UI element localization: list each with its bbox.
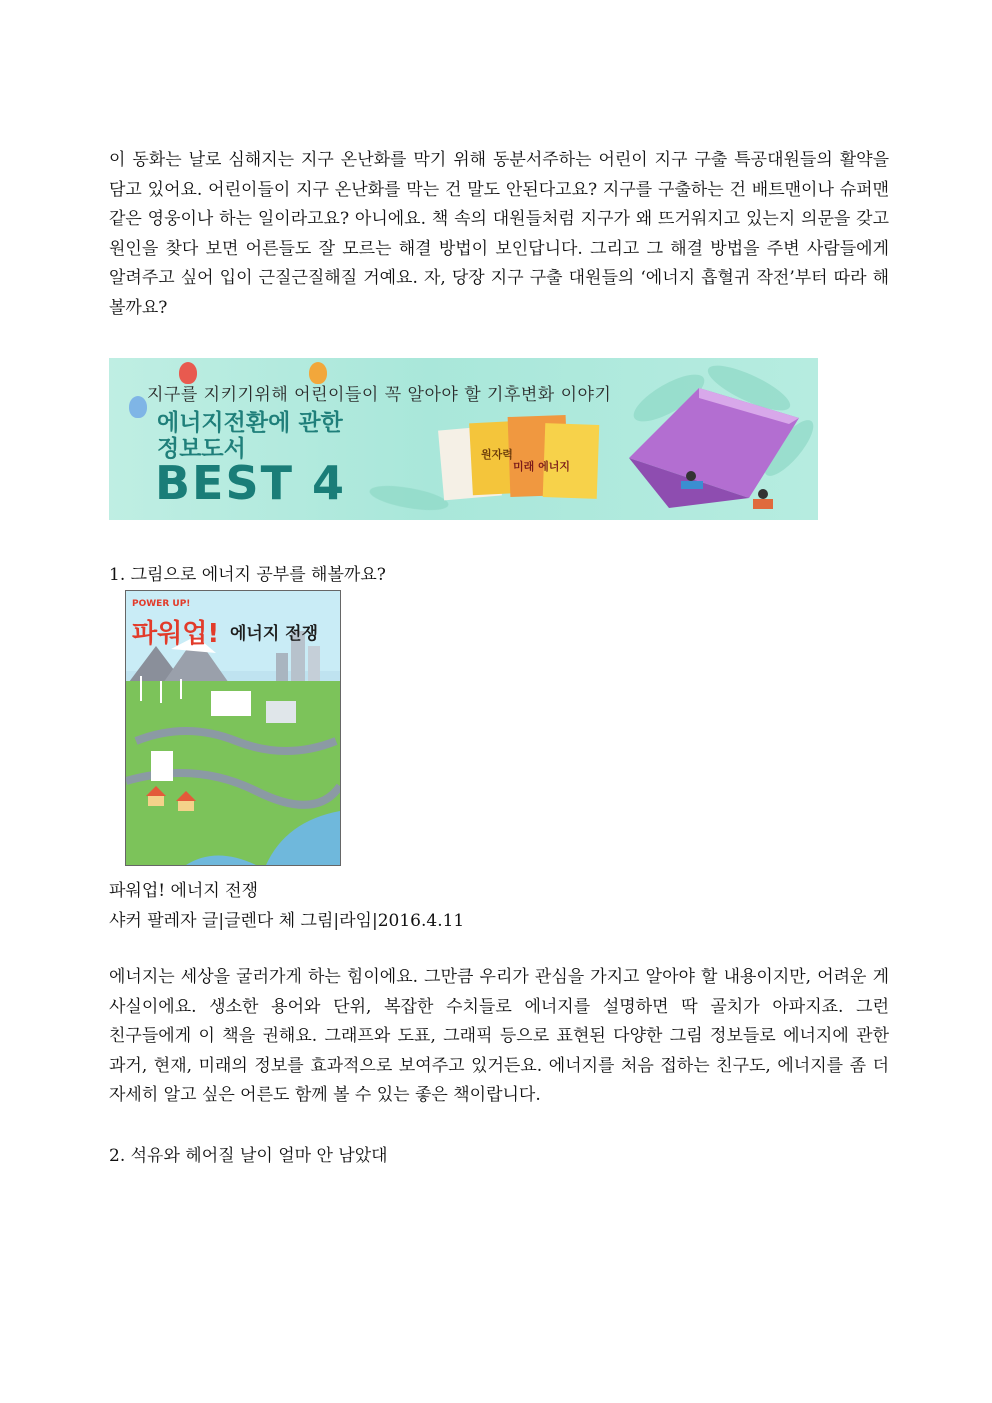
book-title: 파워업! 에너지 전쟁 [109, 881, 259, 901]
banner-subtitle: 지구를 지키기위해 어린이들이 꼭 알아야 할 기후변화 이야기 [147, 385, 612, 405]
banner-title-line2: 정보도서 [157, 436, 246, 462]
intro-paragraph: 이 동화는 날로 심해지는 지구 온난화를 막기 위해 동분서주하는 어린이 지구 구출 특공대원들의 활약을 담고 있어요. 어린이들이 지구 온난화를 막는 건 말도 안된다고요? 지구를 구출하는 건 배트맨이나 슈퍼맨 같은 영웅이나 하는 일이라고요? 아니에요. 책 속의 대원들처럼 지구가 왜 뜨거워지고 있는지 의문을 갖고 원인을 찾다 보면 어른들도 잘 모르는 해결 방법이 보인답니다. 그리고 그 해결 방법을 주변 사람들에게 알려주고 싶어 입이 근질근질해질 거예요. 자, 당장 지구 구출 대원들의 ‘에너지 흡혈귀 작전’부터 따라 해 볼까요? [109, 150, 889, 318]
cover-title-small: 에너지 전쟁 [230, 624, 319, 644]
book-meta: 샤커 팔레자 글|글렌다 체 그림|라임|2016.4.11 [109, 911, 465, 931]
book-cover-image [125, 590, 341, 866]
cover-tagline: POWER UP! [132, 599, 191, 609]
balloon-icon [129, 396, 147, 418]
banner-image [109, 358, 818, 520]
cover-title-big: 파워업! [132, 619, 220, 649]
book-description: 에너지는 세상을 굴러가게 하는 힘이에요. 그만큼 우리가 관심을 가지고 알아야 할 내용이지만, 어려운 게 사실이에요. 생소한 용어와 단위, 복잡한 수치들로 에너지를 설명하면 딱 골치가 아파지죠. 그런 친구들에게 이 책을 권해요. 그래프와 도표, 그래픽 등으로 표현된 다양한 그림 정보들로 에너지에 관한 과거, 현재, 미래의 정보를 효과적으로 보여주고 있거든요. 에너지를 처음 접하는 친구도, 에너지를 좀 더 자세히 알고 싶은 어른도 함께 볼 수 있는 좋은 책이랍니다. [109, 967, 889, 1106]
banner-title-line1: 에너지전환에 관한 [157, 410, 343, 436]
banner-best-label: BEST 4 [155, 456, 347, 510]
section-heading-1: 1. 그림으로 에너지 공부를 해볼까요? [109, 565, 386, 585]
section-heading-2: 2. 석유와 헤어질 날이 얼마 안 남았대 [109, 1146, 388, 1166]
mini-book-label: 미래 에너지 [513, 460, 570, 473]
mini-book-label: 원자력 [481, 448, 513, 461]
banner-title [157, 410, 343, 462]
